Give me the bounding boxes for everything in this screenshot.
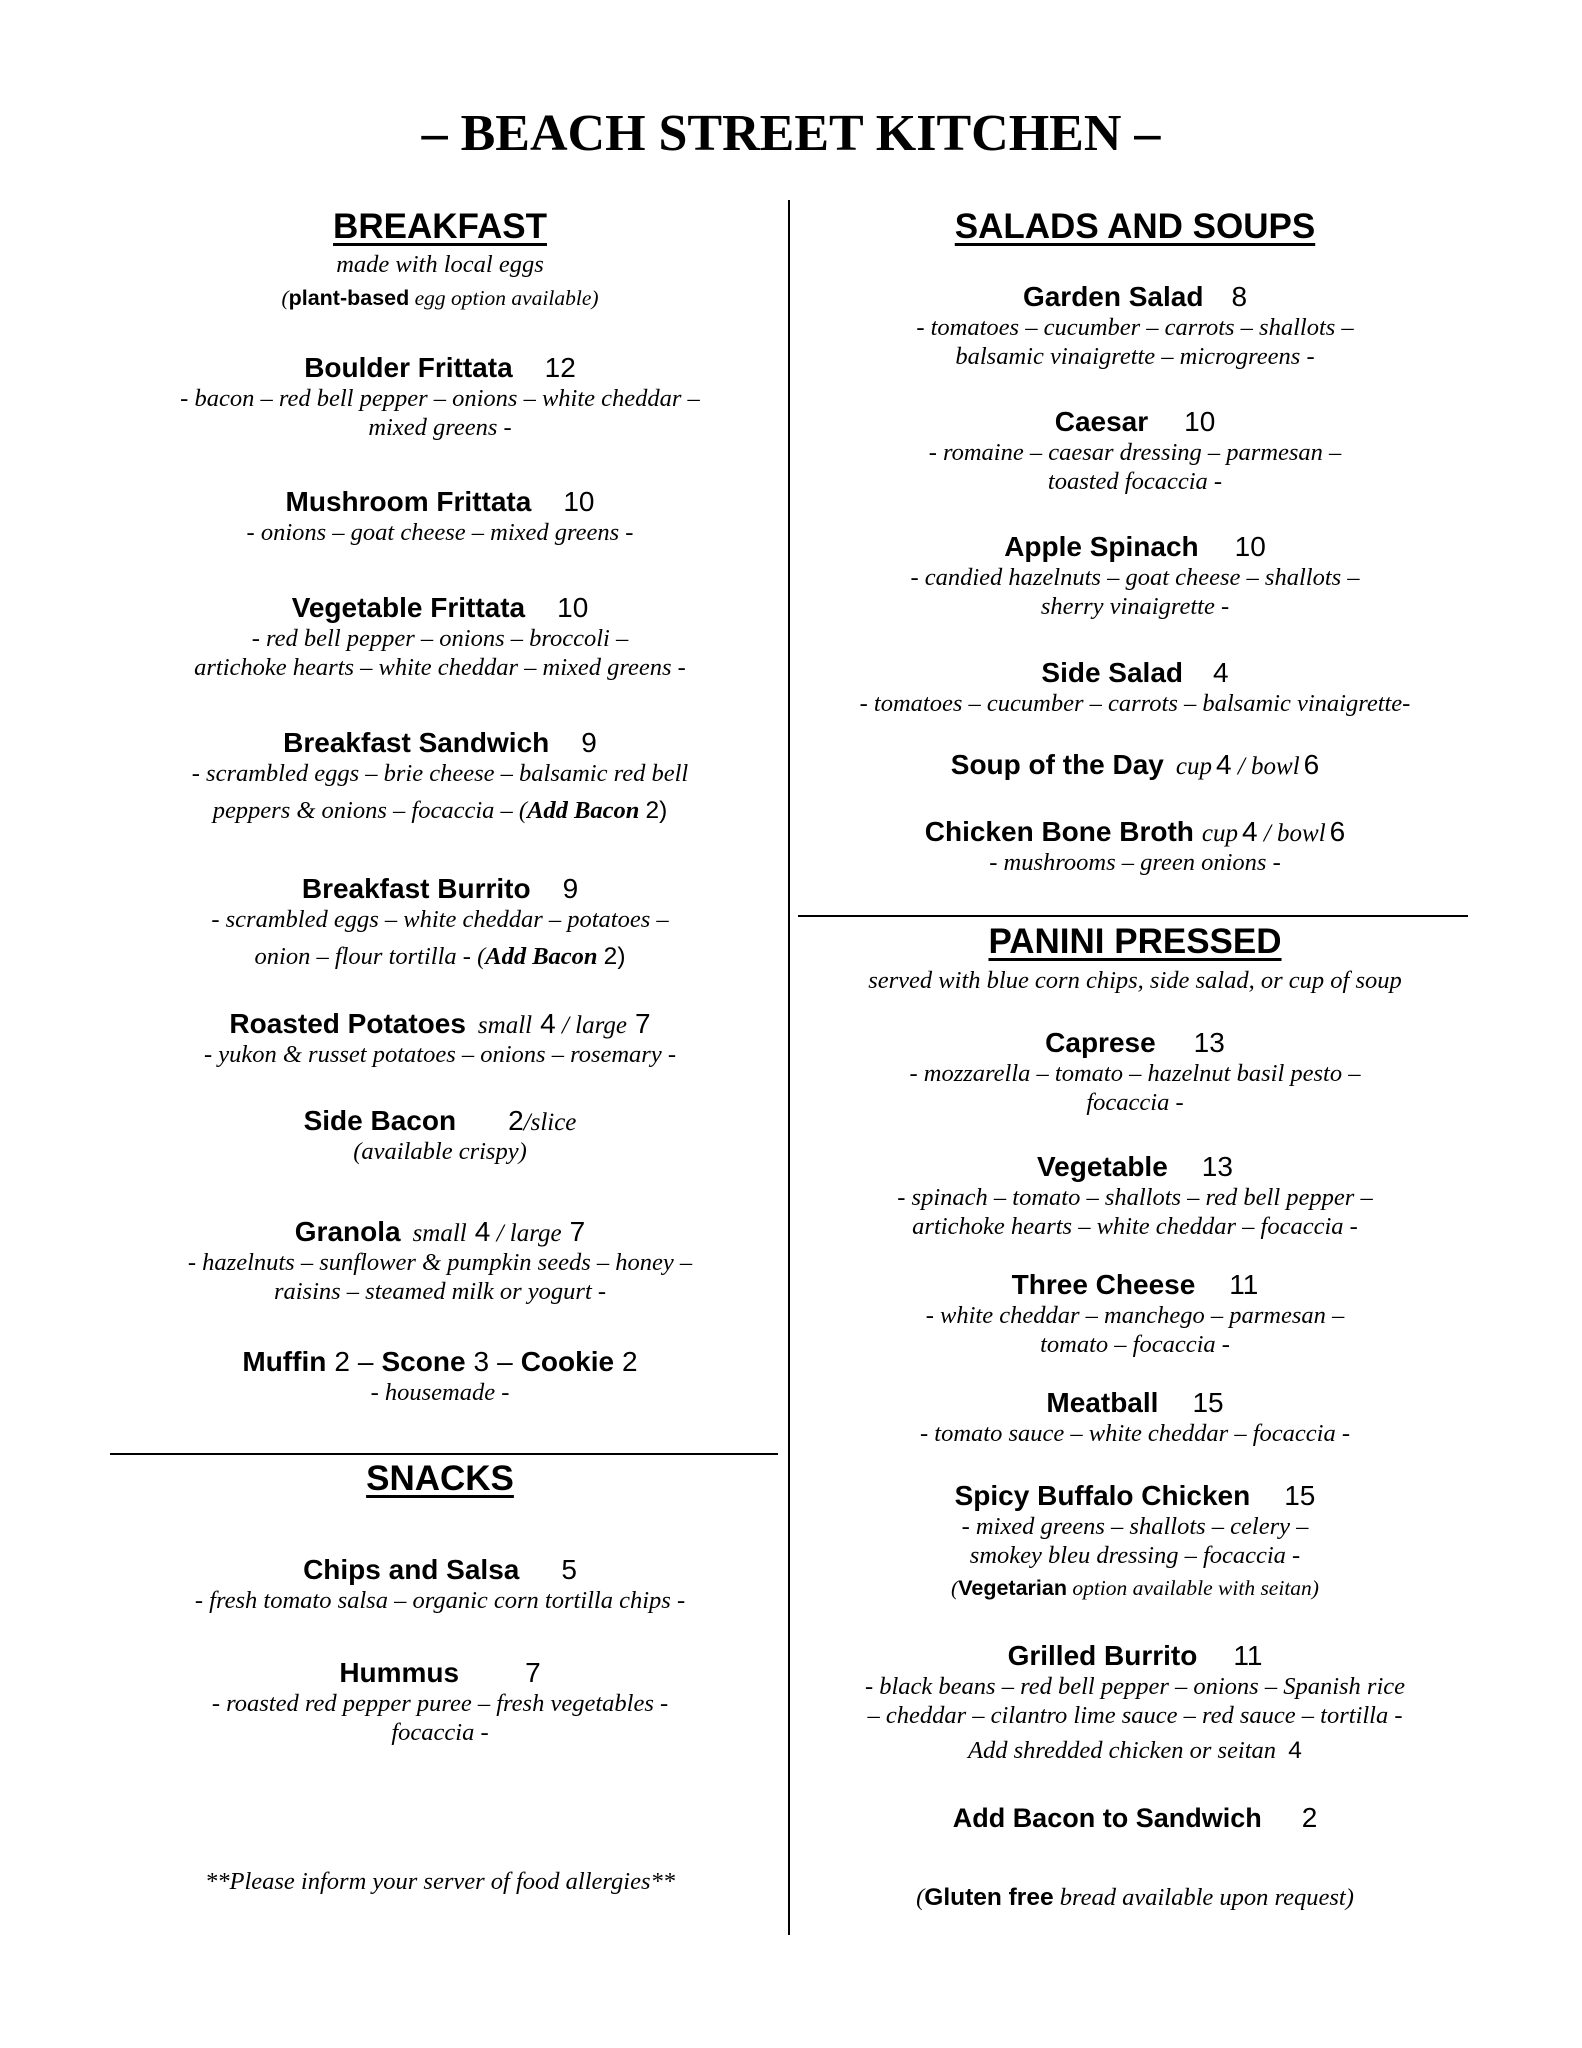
- item-name: Three Cheese: [1011, 1269, 1196, 1300]
- item-description: - mixed greens – shallots – celery –: [961, 1513, 1309, 1540]
- item-price: 9: [581, 727, 597, 758]
- item-name: Garden Salad: [1022, 281, 1204, 312]
- item-price: 4: [1216, 749, 1232, 780]
- item-name: Breakfast Sandwich: [283, 727, 550, 758]
- menu-item-breakfast-sandwich: [100, 727, 780, 825]
- item-price: 11: [1233, 1640, 1263, 1671]
- item-price: 5: [561, 1554, 577, 1585]
- snacks-heading: SNACKS: [366, 1459, 514, 1498]
- item-description: - tomato sauce – white cheddar – focaccia -: [919, 1420, 1350, 1447]
- item-description: - roasted red pepper puree – fresh vegetables -: [211, 1690, 669, 1717]
- item-price: 6: [1329, 816, 1346, 847]
- item-name: Apple Spinach: [1004, 531, 1199, 562]
- item-description: tomato – focaccia -: [1040, 1331, 1230, 1358]
- item-description: - spinach – tomato – shallots – red bell pepper –: [897, 1184, 1373, 1211]
- item-name: Side Salad: [1041, 657, 1184, 688]
- item-price: 10: [1234, 531, 1266, 562]
- menu-item-hummus: [100, 1657, 780, 1747]
- menu-item-chicken-bone-broth: Chicken Bone Broth cup 4 / bowl 6 - mushrooms – green onions -: [795, 816, 1475, 877]
- menu-item-breakfast-burrito: [100, 873, 780, 971]
- gluten-free-note: (Gluten free bread available upon request): [916, 1884, 1354, 1911]
- menu-item-garden-salad: [795, 281, 1475, 371]
- breakfast-subtitle: made with local eggs: [336, 251, 544, 278]
- item-price: 15: [1192, 1387, 1224, 1418]
- item-description: - scrambled eggs – brie cheese – balsamic red bell: [191, 760, 689, 787]
- section-divider: [798, 915, 1468, 917]
- menu-item-mushroom-frittata: [100, 486, 780, 547]
- salads-heading: SALADS AND SOUPS: [954, 207, 1316, 246]
- menu-item-bakery: Muffin 2 – Scone 3 – Cookie 2 - housemade -: [100, 1346, 780, 1407]
- menu-item-soup-of-the-day: Soup of the Day cup 4 / bowl 6: [950, 749, 1320, 780]
- item-name: Grilled Burrito: [1007, 1640, 1198, 1671]
- item-price: 6: [1303, 749, 1320, 780]
- item-description: - tomatoes – cucumber – carrots – shallots –: [916, 314, 1354, 341]
- item-description: - bacon – red bell pepper – onions – white cheddar –: [180, 385, 700, 412]
- item-name: Chips and Salsa: [303, 1554, 520, 1585]
- item-description: onion – flour tortilla - (Add Bacon 2): [254, 943, 626, 970]
- panini-heading: PANINI PRESSED: [988, 922, 1282, 961]
- menu-item-side-bacon: Side Bacon 2/slice (available crispy): [100, 1105, 780, 1166]
- item-description: - tomatoes – cucumber – carrots – balsamic vinaigrette-: [859, 690, 1411, 717]
- item-name: Soup of the Day: [950, 749, 1164, 780]
- breakfast-heading: BREAKFAST: [333, 207, 547, 246]
- menu-item-meatball: [795, 1387, 1475, 1448]
- item-price: 7: [525, 1657, 541, 1688]
- item-description: smokey bleu dressing – focaccia -: [969, 1542, 1301, 1569]
- item-description: sherry vinaigrette -: [1040, 593, 1230, 620]
- item-price: 10: [563, 486, 595, 517]
- item-description: - scrambled eggs – white cheddar – potatoes –: [211, 906, 669, 933]
- item-name: Breakfast Burrito: [301, 873, 531, 904]
- item-description: balsamic vinaigrette – microgreens -: [955, 343, 1315, 370]
- menu-item-roasted-potatoes: Roasted Potatoes small 4 / large 7 - yukon & russet potatoes – onions – rosemary -: [100, 1008, 780, 1069]
- menu-item-grilled-burrito: [795, 1640, 1475, 1765]
- item-name: Meatball: [1046, 1387, 1159, 1418]
- item-description: peppers & onions – focaccia – (Add Bacon 2): [212, 797, 668, 824]
- item-price: 4: [474, 1216, 491, 1247]
- item-price: 7: [569, 1216, 586, 1247]
- menu-item-vegetable-panini: [795, 1151, 1475, 1241]
- item-description: - romaine – caesar dressing – parmesan –: [928, 439, 1342, 466]
- item-description: - white cheddar – manchego – parmesan –: [925, 1302, 1345, 1329]
- item-price: 11: [1229, 1269, 1259, 1300]
- menu-item-caprese: [795, 1027, 1475, 1117]
- section-divider: [110, 1453, 778, 1455]
- panini-subtitle: served with blue corn chips, side salad, or cup of soup: [868, 967, 1402, 994]
- item-description: - fresh tomato salsa – organic corn tortilla chips -: [194, 1587, 686, 1614]
- item-price: 7: [634, 1008, 651, 1039]
- item-name: Roasted Potatoes: [229, 1008, 466, 1039]
- item-description: - hazelnuts – sunflower & pumpkin seeds – honey –: [187, 1249, 693, 1276]
- item-addon: Add shredded chicken or seitan 4: [968, 1737, 1302, 1764]
- item-description: - red bell pepper – onions – broccoli –: [251, 625, 629, 652]
- item-name: Vegetable Frittata: [291, 592, 526, 623]
- item-description: – cheddar – cilantro lime sauce – red sauce – tortilla -: [867, 1702, 1403, 1729]
- item-description: raisins – steamed milk or yogurt -: [273, 1278, 607, 1305]
- item-description: artichoke hearts – white cheddar – focaccia -: [912, 1213, 1358, 1240]
- column-divider: [788, 200, 790, 1935]
- item-description: - mozzarella – tomato – hazelnut basil pesto –: [909, 1060, 1361, 1087]
- item-name: Caprese: [1045, 1027, 1156, 1058]
- menu-item-spicy-buffalo-chicken: [795, 1480, 1475, 1601]
- menu-item-side-salad: [795, 657, 1475, 718]
- item-description: - candied hazelnuts – goat cheese – shallots –: [910, 564, 1360, 591]
- item-description: mixed greens -: [368, 414, 512, 441]
- item-name: Vegetable: [1037, 1151, 1168, 1182]
- item-price: 2: [508, 1105, 524, 1136]
- allergy-notice: **Please inform your server of food allergies**: [205, 1868, 675, 1895]
- item-price: 9: [562, 873, 579, 904]
- item-name: Chicken Bone Broth: [924, 816, 1194, 847]
- item-description: toasted focaccia -: [1047, 468, 1223, 495]
- item-note: (Vegetarian option available with seitan): [951, 1576, 1319, 1600]
- menu-item-chips-and-salsa: [100, 1554, 780, 1615]
- item-name: Caesar: [1054, 406, 1149, 437]
- restaurant-title: – BEACH STREET KITCHEN –: [421, 105, 1161, 162]
- item-name: Spicy Buffalo Chicken: [954, 1480, 1251, 1511]
- item-price: 4: [540, 1008, 556, 1039]
- item-price: 15: [1284, 1480, 1316, 1511]
- item-price: 4: [1242, 816, 1258, 847]
- item-description: - black beans – red bell pepper – onions – Spanish rice: [864, 1673, 1406, 1700]
- item-price: 12: [544, 352, 576, 383]
- item-description: artichoke hearts – white cheddar – mixed greens -: [194, 654, 686, 681]
- item-description: focaccia -: [1086, 1089, 1184, 1116]
- item-description: - mushrooms – green onions -: [989, 849, 1281, 876]
- item-name: Side Bacon: [303, 1105, 457, 1136]
- item-price: 8: [1231, 281, 1248, 312]
- item-price: 4: [1213, 657, 1229, 688]
- item-price: 13: [1201, 1151, 1233, 1182]
- add-bacon-to-sandwich: Add Bacon to Sandwich 2: [952, 1802, 1318, 1833]
- item-description: - onions – goat cheese – mixed greens -: [246, 519, 634, 546]
- menu-item-boulder-frittata: [100, 352, 780, 442]
- item-name: Boulder Frittata: [304, 352, 513, 383]
- menu-item-three-cheese: [795, 1269, 1475, 1359]
- item-price: 10: [1184, 406, 1216, 437]
- item-description: - housemade -: [370, 1379, 510, 1406]
- breakfast-note: (plant-based egg option available): [281, 286, 599, 310]
- menu-item-apple-spinach: [795, 531, 1475, 621]
- item-name: Mushroom Frittata: [285, 486, 532, 517]
- item-price: 10: [557, 592, 589, 623]
- item-description: focaccia -: [391, 1719, 489, 1746]
- menu-item-granola: Granola small 4 / large 7 - hazelnuts – sunflower & pumpkin seeds – honey – raisins – steamed milk or yogurt -: [100, 1216, 780, 1306]
- item-description: - yukon & russet potatoes – onions – rosemary -: [203, 1041, 677, 1068]
- item-description: (available crispy): [353, 1138, 527, 1165]
- item-name: Hummus: [339, 1657, 460, 1688]
- menu-item-vegetable-frittata: [100, 592, 780, 682]
- item-name: Granola: [294, 1216, 401, 1247]
- menu-item-caesar: [795, 406, 1475, 496]
- item-price: 13: [1193, 1027, 1225, 1058]
